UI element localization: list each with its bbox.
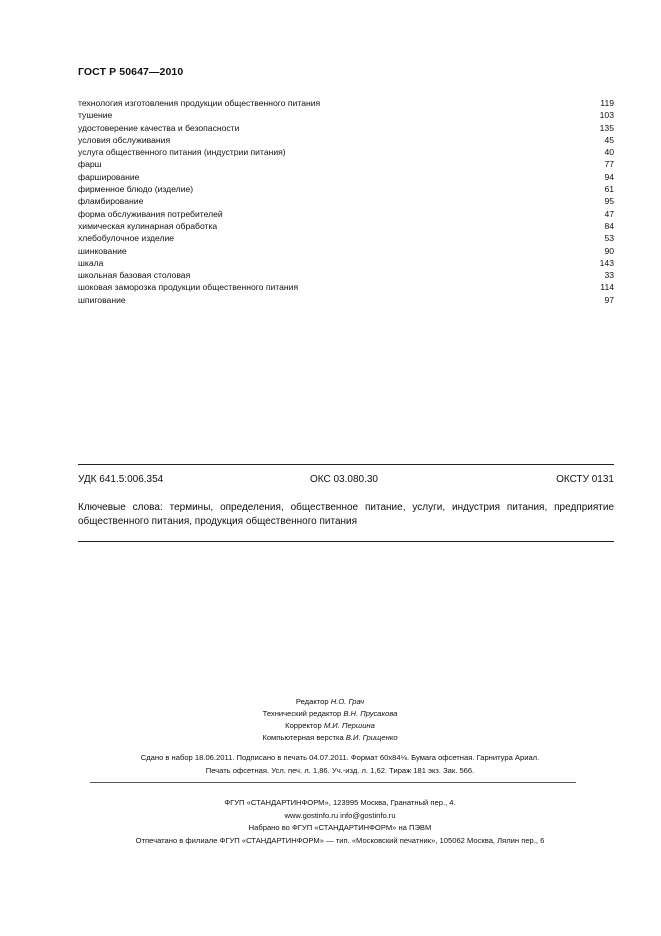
- index-row: [78, 195, 614, 207]
- udk-code: УДК 641.5:006.354: [78, 474, 164, 485]
- print-info: [90, 752, 590, 777]
- index-row: [78, 158, 614, 170]
- index-row: [78, 269, 614, 281]
- publisher-info: [90, 797, 590, 847]
- index-term: шоковая заморозка продукции общественного питания: [78, 282, 299, 293]
- index-term: шинкование: [78, 245, 127, 256]
- index-term: удостоверение качества и безопасности: [78, 122, 240, 133]
- credit-role: Редактор: [295, 697, 329, 706]
- index-term: фарш: [78, 159, 102, 170]
- publisher-line: Отпечатано в филиале ФГУП «СТАНДАРТИНФОРМ» — тип. «Московский печатник», 105062 Москва, Лялин пер., 6: [135, 835, 545, 845]
- index-term: форма обслуживания потребителей: [78, 208, 223, 219]
- credit-line: [200, 708, 460, 720]
- index-term: химическая кулинарная обработка: [78, 220, 218, 231]
- credit-role: Технический редактор: [262, 709, 342, 718]
- index-row: [78, 257, 614, 269]
- index-page: 90: [604, 245, 614, 256]
- index-term: фирменное блюдо (изделие): [78, 184, 194, 195]
- credit-name: М.И. Першина: [323, 721, 375, 730]
- index-row: [78, 232, 614, 244]
- index-row: [78, 183, 614, 195]
- index-page: 143: [599, 257, 614, 268]
- divider-print: [90, 782, 576, 783]
- index-row: [78, 97, 614, 109]
- index-page: 135: [599, 122, 614, 133]
- index-row: [78, 281, 614, 293]
- index-row: [78, 109, 614, 121]
- index-page: 47: [604, 208, 614, 219]
- index-row: [78, 245, 614, 257]
- index-term: шпигование: [78, 294, 126, 305]
- divider-bottom: [78, 541, 614, 542]
- credit-line: [200, 696, 460, 708]
- index-term: технология изготовления продукции общественного питания: [78, 98, 321, 108]
- credit-name: Н.О. Грач: [330, 697, 365, 706]
- index-row: [78, 208, 614, 220]
- index-page: 119: [600, 98, 614, 108]
- index-term: хлебобулочное изделие: [78, 233, 175, 244]
- index-term: фарширование: [78, 171, 140, 182]
- credit-role: Компьютерная верстка: [262, 733, 344, 742]
- index-row: [78, 171, 614, 183]
- index-page: 33: [604, 270, 614, 281]
- credit-line: [200, 732, 460, 744]
- index-row: [78, 134, 614, 146]
- credit-line: [200, 720, 460, 732]
- index-term: условия обслуживания: [78, 134, 171, 145]
- index-page: 53: [604, 233, 614, 244]
- okstu-code: ОКСТУ 0131: [556, 474, 614, 485]
- index-page: 94: [604, 171, 614, 182]
- index-page: 95: [604, 196, 614, 207]
- credit-role: Корректор: [285, 721, 322, 730]
- index-row: [78, 146, 614, 158]
- credit-name: В.И. Грищенко: [345, 733, 398, 742]
- index-term: фламбирование: [78, 196, 144, 207]
- publisher-line: Набрано во ФГУП «СТАНДАРТИНФОРМ» на ПЭВМ: [248, 823, 432, 832]
- index-page: 97: [604, 294, 614, 305]
- index-page: 84: [604, 220, 614, 231]
- index-page: 61: [604, 184, 614, 195]
- publisher-line: ФГУП «СТАНДАРТИНФОРМ», 123995 Москва, Гранатный пер., 4.: [224, 798, 456, 807]
- index-term: тушение: [78, 110, 113, 121]
- credits-block: [200, 696, 460, 744]
- publisher-line: www.gostinfo.ru info@gostinfo.ru: [284, 810, 396, 820]
- classification-codes: [78, 474, 614, 485]
- index-term: школьная базовая столовая: [78, 270, 191, 281]
- index-page: 45: [604, 134, 614, 145]
- divider-top: [78, 464, 614, 465]
- index-page: 40: [604, 147, 614, 158]
- oks-code: ОКС 03.080.30: [310, 474, 378, 485]
- keywords-paragraph: Ключевые слова: термины, определения, общественное питание, услуги, индустрия питания, предприятие общественного питания, продукция общественного питания: [78, 502, 614, 527]
- index-row: [78, 122, 614, 134]
- index-row: [78, 294, 614, 306]
- term-index: [78, 97, 614, 306]
- credit-name: В.Н. Прусакова: [343, 709, 398, 718]
- index-term: шкала: [78, 257, 104, 268]
- index-page: 114: [600, 282, 614, 293]
- index-row: [78, 220, 614, 232]
- print-info-line: Печать офсетная. Усл. печ. л. 1,86. Уч.-изд. л. 1,62. Тираж 181 экз. Зак. 566.: [205, 765, 475, 775]
- document-code: ГОСТ Р 50647—2010: [78, 66, 184, 78]
- index-page: 77: [604, 159, 614, 170]
- index-term: услуга общественного питания (индустрии питания): [78, 147, 286, 158]
- print-info-line: Сдано в набор 18.06.2011. Подписано в печать 04.07.2011. Формат 60x84⅛. Бумага офсетная. Гарнитура Ариал.: [140, 753, 540, 762]
- index-page: 103: [599, 110, 614, 121]
